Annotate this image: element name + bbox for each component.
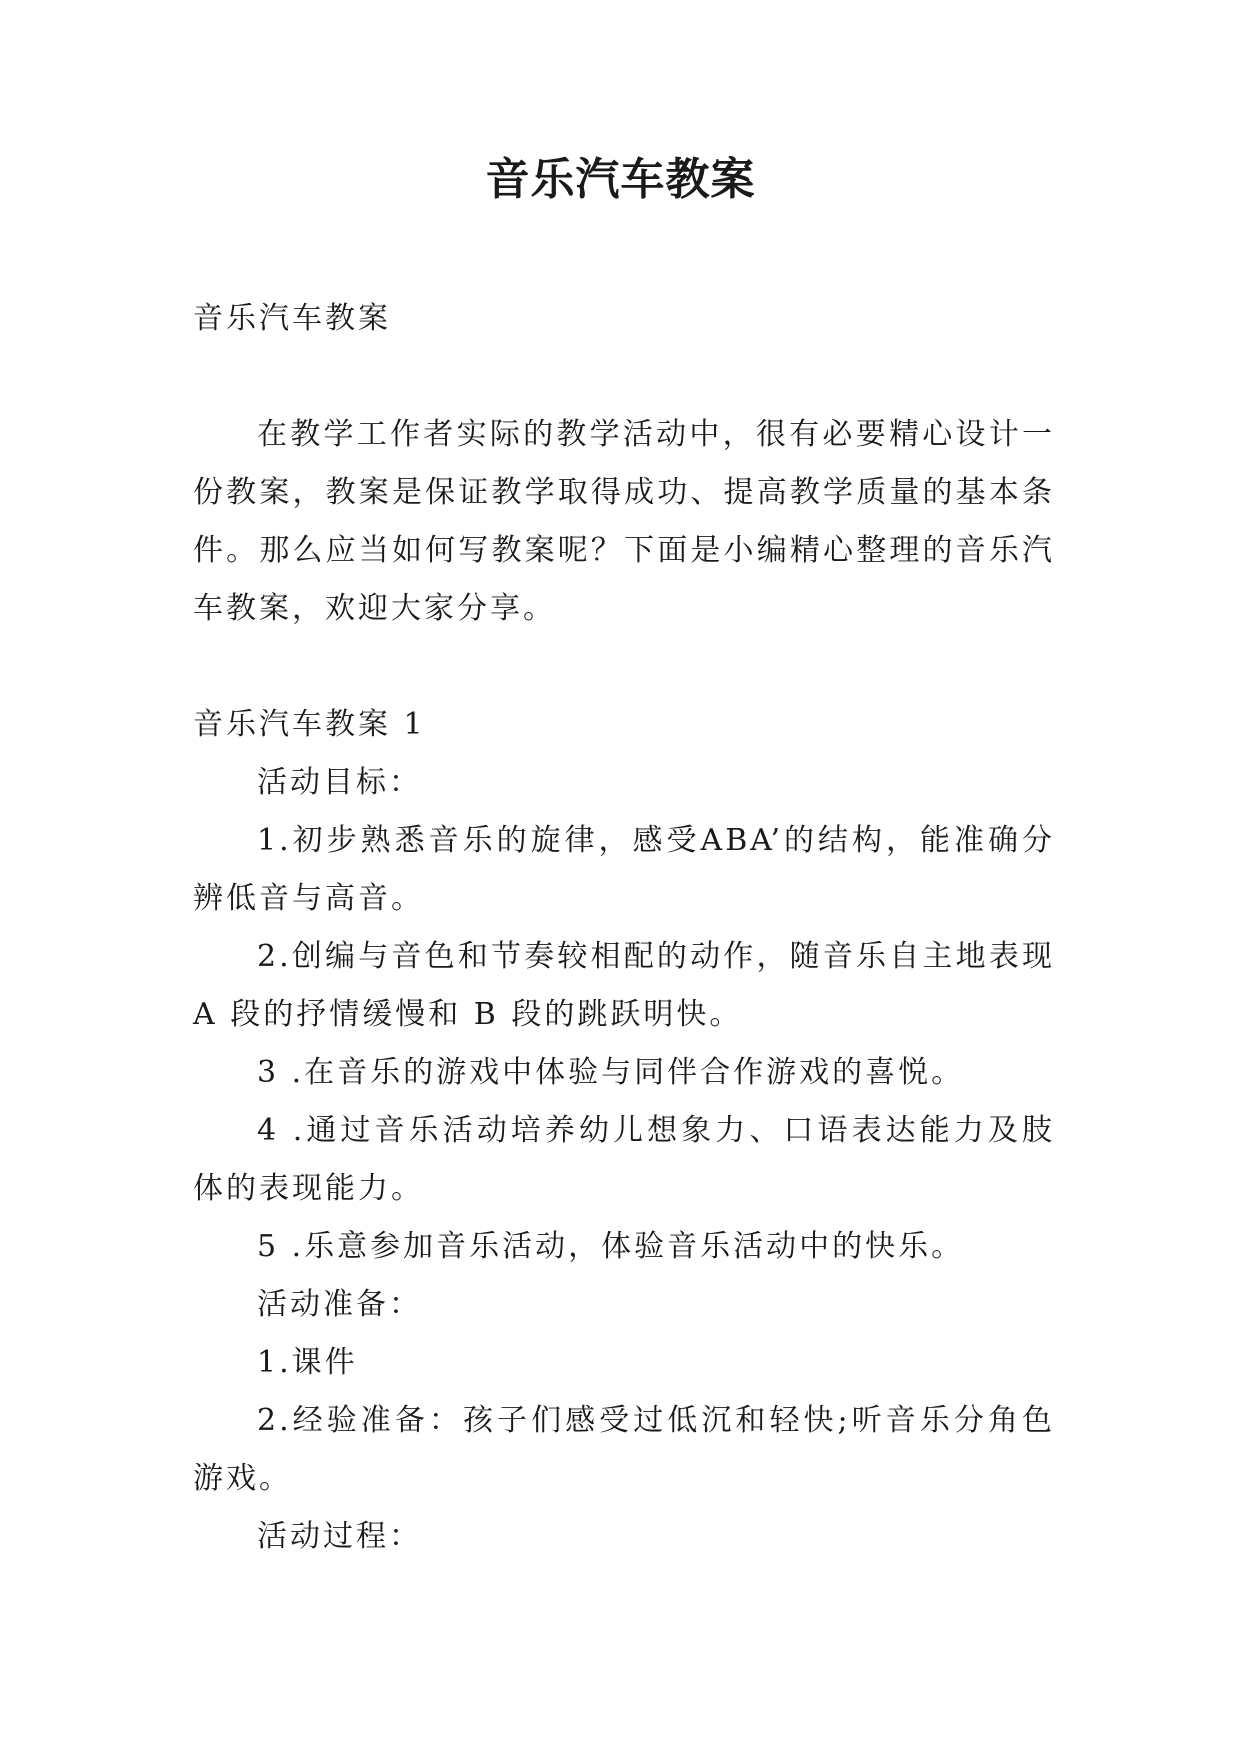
document-body xyxy=(193,290,1055,1566)
preparation-heading: 活动准备： xyxy=(257,1287,422,1322)
objective-item-2: 2.创编与音色和节奏较相配的动作，随音乐自主地表现A 段的抒情缓慢和 B 段的跳跃明快。 xyxy=(193,939,1055,1032)
objective-item-4: 4 .通过音乐活动培养幼儿想象力、口语表达能力及肢体的表现能力。 xyxy=(193,1113,1055,1206)
intro-paragraph: 在教学工作者实际的教学活动中，很有必要精心设计一份教案，教案是保证教学取得成功、提高教学质量的基本条件。那么应当如何写教案呢？下面是小编精心整理的音乐汽车教案，欢迎大家分享。 xyxy=(193,417,1055,626)
objective-item-3: 3 .在音乐的游戏中体验与同伴合作游戏的喜悦。 xyxy=(257,1055,965,1090)
preparation-item-1: 1.课件 xyxy=(257,1345,358,1380)
objectives-heading: 活动目标： xyxy=(257,765,422,800)
preparation-item-2: 2.经验准备：孩子们感受过低沉和轻快;听音乐分角色游戏。 xyxy=(193,1403,1055,1496)
subtitle-paragraph: 音乐汽车教案 xyxy=(193,301,391,336)
process-heading: 活动过程： xyxy=(257,1519,422,1554)
section-heading: 音乐汽车教案 1 xyxy=(193,707,426,742)
document-title: 音乐汽车教案 xyxy=(485,154,756,205)
objective-item-1: 1.初步熟悉音乐的旋律，感受ABA’的结构，能准确分辨低音与高音。 xyxy=(193,823,1055,916)
objective-item-5: 5 .乐意参加音乐活动，体验音乐活动中的快乐。 xyxy=(257,1229,965,1264)
